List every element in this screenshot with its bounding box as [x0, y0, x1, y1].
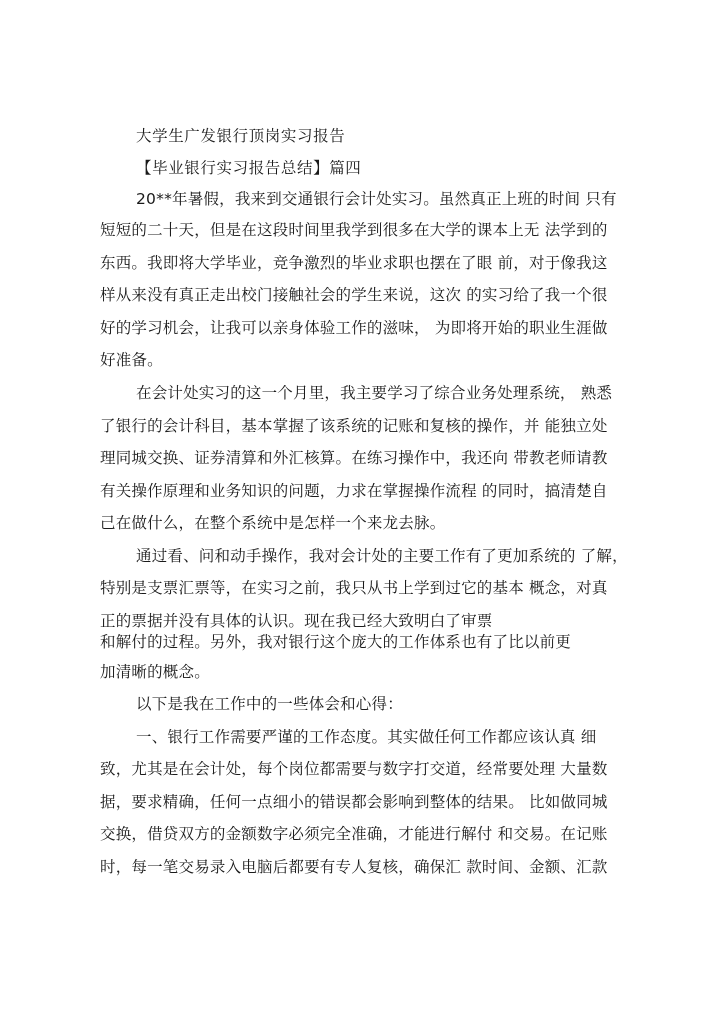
body-line: 特别是支票汇票等，在实习之前，我只从书上学到过它的基本 概念，对真 — [100, 579, 608, 597]
body-line: 东西。我即将大学毕业，竞争激烈的毕业求职也摆在了眼 前，对于像我这 — [100, 254, 608, 272]
body-line: 一、银行工作需要严谨的工作态度。其实做任何工作都应该认真 细 — [136, 728, 597, 746]
body-line: 时，每一笔交易录入电脑后都要有专人复核，确保汇 款时间、金额、汇款 — [100, 858, 608, 876]
body-line: 了银行的会计科目，基本掌握了该系统的记账和复核的操作，并 能独立处 — [100, 417, 608, 435]
body-line: 短短的二十天，但是在这段时间里我学到很多在大学的课本上无 法学到的 — [100, 221, 608, 239]
body-line: 在会计处实习的这一个月里，我主要学习了综合业务处理系统， 熟悉 — [136, 384, 613, 402]
body-line: 好准备。 — [100, 351, 163, 369]
body-line: 加清晰的概念。 — [100, 663, 210, 681]
body-line: 据，要求精确，任何一点细小的错误都会影响到整体的结果。 比如做同城 — [100, 793, 608, 811]
body-line: 和解付的过程。另外，我对银行这个庞大的工作体系也有了比以前更 — [100, 633, 572, 651]
body-line: 样从来没有真正走出校门接触社会的学生来说，这次 的实习给了我一个很 — [100, 286, 608, 304]
body-line: 20**年暑假，我来到交通银行会计处实习。虽然真正上班的时间 只有 — [136, 190, 617, 208]
document-title: 大学生广发银行顶岗实习报告 — [136, 127, 346, 145]
body-line: 通过看、问和动手操作，我对会计处的主要工作有了更加系统的 了解， — [136, 547, 628, 565]
body-line: 正的票据并没有具体的认识。现在我已经大致明白了审票 — [100, 612, 493, 630]
body-line: 理同城交换、证券清算和外汇核算。在练习操作中，我还向 带教老师请教 — [100, 449, 608, 467]
body-line: 有关操作原理和业务知识的问题，力求在掌握操作流程 的同时，搞清楚自 — [100, 482, 608, 500]
body-line: 交换，借贷双方的金额数字必须完全准确，才能进行解付 和交易。在记账 — [100, 825, 608, 843]
body-line: 己在做什么，在整个系统中是怎样一个来龙去脉。 — [100, 514, 446, 532]
body-line: 致，尤其是在会计处，每个岗位都需要与数字打交道，经常要处理 大量数 — [100, 760, 608, 778]
body-line: 好的学习机会，让我可以亲身体验工作的滋味， 为即将开始的职业生涯做 — [100, 319, 608, 337]
document-subtitle: 【毕业银行实习报告总结】篇四 — [136, 159, 362, 177]
body-line: 以下是我在工作中的一些体会和心得： — [136, 695, 403, 713]
